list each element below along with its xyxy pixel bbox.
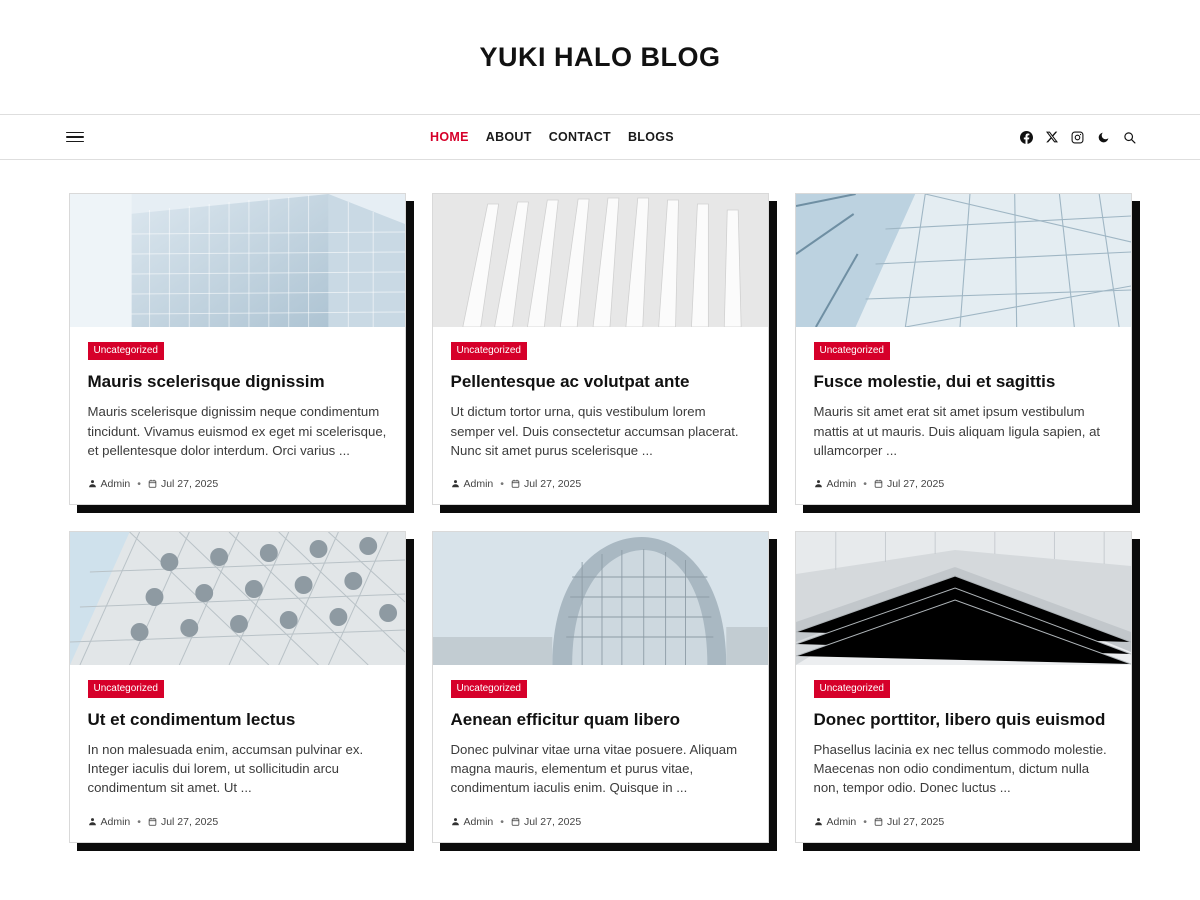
post-date-label: Jul 27, 2025 [160,477,219,490]
post-category-badge[interactable]: Uncategorized [814,680,890,698]
user-icon [451,479,460,488]
post-title[interactable]: Mauris scelerisque dignissim [87,372,325,391]
post-card[interactable] [795,193,1132,505]
post-image-faceted-glass-roof [796,194,1131,327]
calendar-icon [148,479,157,488]
post-body [796,327,1131,504]
post-grid-section [0,160,1200,843]
calendar-icon [874,817,883,826]
page-title: YUKI HALO BLOG [479,41,721,72]
nav-link-blogs[interactable]: BLOGS [627,130,674,144]
post-category-badge[interactable]: Uncategorized [451,680,527,698]
nav-link-home[interactable]: HOME [430,130,469,144]
post-date [148,478,218,490]
post-body [70,327,405,504]
post-excerpt: Mauris sit amet erat sit amet ipsum vestibulum mattis at ut mauris. Duis aliquam ligula sapien, at ullamcorper ... [813,404,1101,458]
post-card[interactable] [69,531,406,843]
meta-separator: • [863,477,867,490]
post-meta [451,816,750,828]
post-author [88,478,131,490]
post-card[interactable] [432,531,769,843]
nav-link-about[interactable]: ABOUT [485,130,532,144]
post-date [511,478,581,490]
post-meta [88,816,387,828]
meta-separator: • [137,815,141,828]
post-excerpt: Mauris scelerisque dignissim neque condimentum tincidunt. Vivamus euismod ex eget mi scelerisque, et pellentesque dolor interdum. Orci varius ... [87,404,387,458]
post-image-angular-roof-lines [796,532,1131,665]
post-excerpt: Phasellus lacinia ex nec tellus commodo molestie. Maecenas non odio condimentum, dictum nulla non, tempor odio. Donec luctus ... [813,742,1107,796]
post-title[interactable]: Ut et condimentum lectus [87,709,296,729]
post-author-label: Admin [826,815,857,828]
x-twitter-icon[interactable] [1046,131,1058,143]
post-author [814,478,857,490]
post-body [796,665,1131,842]
post-card[interactable] [795,531,1132,843]
post-image-white-ribbed-structure [433,194,768,327]
user-icon [814,817,823,826]
site-header [0,0,1200,114]
meta-separator: • [863,815,867,828]
post-excerpt: Ut dictum tortor urna, quis vestibulum lorem semper vel. Duis consectetur accumsan placerat. Nunc sit amet purus scelerisque ... [450,404,739,458]
post-card[interactable] [432,193,769,505]
post-date-label: Jul 27, 2025 [886,815,945,828]
post-image-circular-window-grid [70,532,405,665]
moon-icon[interactable] [1097,131,1110,144]
calendar-icon [148,817,157,826]
calendar-icon [874,479,883,488]
post-category-badge[interactable]: Uncategorized [88,342,164,360]
post-category-badge[interactable]: Uncategorized [88,680,164,698]
post-image-glass-facade-building [70,194,405,327]
instagram-icon[interactable] [1071,131,1084,144]
facebook-icon[interactable] [1020,131,1033,144]
post-grid [0,193,1200,843]
nav-link-contact[interactable]: CONTACT [548,130,611,144]
post-body [70,665,405,842]
meta-separator: • [137,477,141,490]
user-icon [814,479,823,488]
post-author [88,816,131,828]
post-author-label: Admin [463,477,494,490]
main-navbar [0,114,1200,160]
meta-separator: • [500,815,504,828]
post-date [148,816,218,828]
nav-links [84,130,1020,144]
calendar-icon [511,479,520,488]
post-author [814,816,857,828]
post-title[interactable]: Aenean efficitur quam libero [450,709,681,729]
user-icon [451,817,460,826]
post-excerpt: Donec pulvinar vitae urna vitae posuere. Aliquam magna mauris, elementum et purus vitae, condimentum iaculis enim. Quisque in ... [450,742,738,796]
post-body [433,665,768,842]
post-date [874,478,944,490]
post-date [874,816,944,828]
search-icon[interactable] [1123,131,1136,144]
post-title[interactable]: Pellentesque ac volutpat ante [450,372,690,391]
post-meta [88,478,387,490]
post-meta [814,816,1113,828]
post-date-label: Jul 27, 2025 [523,815,582,828]
post-author-label: Admin [463,815,494,828]
post-author-label: Admin [826,477,857,490]
post-date [511,816,581,828]
nav-icons [1020,131,1136,144]
post-image-curved-tower-facade [433,532,768,665]
post-title[interactable]: Fusce molestie, dui et sagittis [813,372,1056,391]
post-date-label: Jul 27, 2025 [160,815,219,828]
user-icon [88,817,97,826]
hamburger-icon[interactable] [66,132,84,143]
post-date-label: Jul 27, 2025 [886,477,945,490]
post-card[interactable] [69,193,406,505]
post-author [451,816,494,828]
post-meta [451,478,750,490]
post-meta [814,478,1113,490]
post-category-badge[interactable]: Uncategorized [814,342,890,360]
post-author-label: Admin [100,815,131,828]
post-title[interactable]: Donec porttitor, libero quis euismod [813,709,1106,729]
post-body [433,327,768,504]
user-icon [88,479,97,488]
post-date-label: Jul 27, 2025 [523,477,582,490]
post-excerpt: In non malesuada enim, accumsan pulvinar ex. Integer iaculis dui lorem, ut sollicitudin arcu condimentum sit amet. Ut ... [87,742,364,796]
post-author-label: Admin [100,477,131,490]
post-category-badge[interactable]: Uncategorized [451,342,527,360]
post-author [451,478,494,490]
calendar-icon [511,817,520,826]
meta-separator: • [500,477,504,490]
